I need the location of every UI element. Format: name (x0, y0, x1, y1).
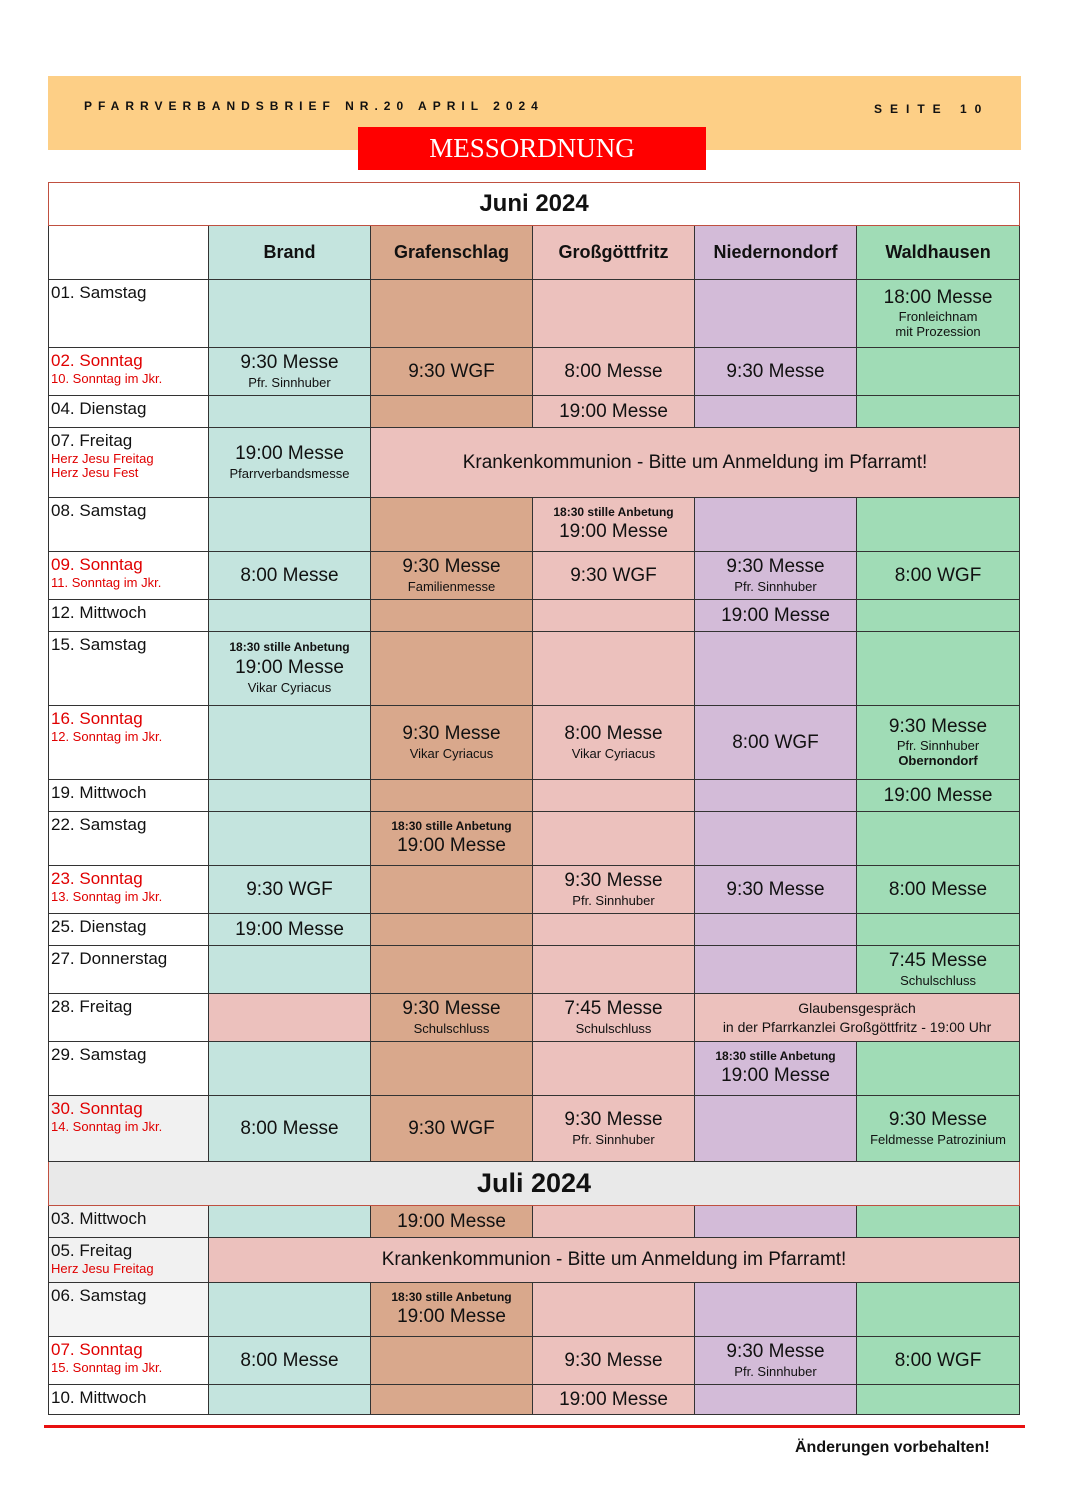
cell-niedernondorf (695, 780, 857, 812)
service-note: mit Prozession (895, 324, 981, 340)
cell-brand (209, 706, 371, 780)
date-cell (49, 632, 209, 706)
cell-brand (209, 396, 371, 428)
service-note: Fronleichnam (898, 309, 978, 325)
cell-grossgoettfritz (533, 280, 695, 348)
service-note: Vikar Cyriacus (571, 745, 656, 761)
service-note: Pfarrverbandsmesse (229, 465, 350, 481)
adoration-note: 18:30 stille Anbetung (229, 640, 350, 655)
cell-krankenkommunion (371, 428, 1020, 498)
date-label: 04. Dienstag (51, 399, 147, 418)
cell-grafenschlag (371, 1337, 533, 1385)
cell-grafenschlag (371, 1385, 533, 1415)
cell-grossgoettfritz (533, 498, 695, 552)
cell-niedernondorf (695, 1385, 857, 1415)
schedule-row (49, 552, 1020, 600)
schedule-row (49, 1096, 1020, 1162)
cell-waldhausen (857, 600, 1020, 632)
cell-waldhausen (857, 780, 1020, 812)
cell-grafenschlag (371, 396, 533, 428)
liturgical-day: 12. Sonntag im Jkr. (51, 728, 163, 744)
cell-grafenschlag (371, 706, 533, 780)
cell-grafenschlag (371, 1096, 533, 1162)
service-time: 19:00 Messe (559, 1388, 668, 1410)
service-time: 19:00 Messe (397, 835, 506, 857)
service-time: 8:00 Messe (240, 1117, 339, 1139)
service-time: 9:30 Messe (564, 870, 663, 892)
cell-niedernondorf (695, 706, 857, 780)
cell-grossgoettfritz (533, 994, 695, 1042)
cell-grafenschlag (371, 552, 533, 600)
cell-grossgoettfritz (533, 780, 695, 812)
service-time: 9:30 WGF (570, 564, 657, 586)
cell-grafenschlag (371, 348, 533, 396)
cell-waldhausen (857, 280, 1020, 348)
cell-grossgoettfritz (533, 1206, 695, 1238)
schedule-row (49, 780, 1020, 812)
cell-grossgoettfritz (533, 552, 695, 600)
cell-grossgoettfritz (533, 396, 695, 428)
cell-grafenschlag (371, 280, 533, 348)
service-time: 9:30 Messe (726, 360, 825, 382)
schedule-row (49, 706, 1020, 780)
service-time: 19:00 Messe (559, 521, 668, 543)
cell-brand (209, 994, 371, 1042)
service-note: Vikar Cyriacus (409, 745, 494, 761)
cell-grafenschlag (371, 600, 533, 632)
date-label: 07. Freitag (51, 431, 133, 450)
cell-niedernondorf (695, 914, 857, 946)
cell-niedernondorf (695, 396, 857, 428)
adoration-note: 18:30 stille Anbetung (391, 1289, 512, 1304)
cell-grafenschlag (371, 498, 533, 552)
service-time: 19:00 Messe (397, 1210, 506, 1232)
service-note: Schulschluss (413, 1020, 490, 1036)
month-row-july (49, 1162, 1020, 1206)
cell-waldhausen (857, 1283, 1020, 1337)
service-time: 9:30 WGF (408, 1117, 495, 1139)
liturgical-day: 15. Sonntag im Jkr. (51, 1359, 163, 1375)
date-cell (49, 498, 209, 552)
cell-grossgoettfritz (533, 348, 695, 396)
cell-niedernondorf (695, 552, 857, 600)
column-header-brand: Brand (209, 226, 371, 280)
liturgical-day: 13. Sonntag im Jkr. (51, 888, 163, 904)
cell-brand (209, 1337, 371, 1385)
cell-niedernondorf (695, 348, 857, 396)
date-cell (49, 1385, 209, 1415)
page-number: SEITE 10 (874, 102, 990, 116)
schedule-row (49, 396, 1020, 428)
date-cell (49, 1096, 209, 1162)
cell-niedernondorf (695, 498, 857, 552)
service-time: 9:30 WGF (408, 360, 495, 382)
cell-grafenschlag (371, 994, 533, 1042)
date-label: 23. Sonntag (51, 869, 143, 888)
service-time: 8:00 Messe (564, 723, 663, 745)
location-note: Obernondorf (898, 753, 978, 769)
date-label: 10. Mittwoch (51, 1388, 147, 1407)
cell-grossgoettfritz (533, 1283, 695, 1337)
cell-niedernondorf (695, 866, 857, 914)
cell-niedernondorf (695, 1283, 857, 1337)
cell-niedernondorf (695, 812, 857, 866)
cell-grafenschlag (371, 946, 533, 994)
date-cell (49, 866, 209, 914)
adoration-note: 18:30 stille Anbetung (553, 504, 674, 519)
cell-niedernondorf (695, 1206, 857, 1238)
date-cell (49, 280, 209, 348)
service-note: Pfr. Sinnhuber (248, 374, 331, 390)
newsletter-title: PFARRVERBANDSBRIEF NR.20 APRIL 2024 (84, 99, 544, 113)
cell-waldhausen (857, 1337, 1020, 1385)
cell-waldhausen (857, 1042, 1020, 1096)
krankenkommunion-note: Krankenkommunion - Bitte um Anmeldung im Pfarramt! (381, 1249, 847, 1271)
schedule-row (49, 280, 1020, 348)
cell-grossgoettfritz (533, 600, 695, 632)
date-label: 01. Samstag (51, 283, 147, 302)
date-cell (49, 428, 209, 498)
service-time: 9:30 Messe (240, 352, 339, 374)
cell-brand (209, 866, 371, 914)
liturgical-day: Herz Jesu Freitag (51, 450, 154, 466)
date-label: 08. Samstag (51, 501, 147, 520)
service-time: 18:00 Messe (883, 286, 993, 308)
schedule-row (49, 632, 1020, 706)
service-time: 19:00 Messe (721, 1065, 830, 1087)
event-note: in der Pfarrkanzlei Großgöttfritz - 19:00 Uhr (722, 1018, 992, 1035)
cell-grossgoettfritz (533, 1337, 695, 1385)
date-label: 19. Mittwoch (51, 783, 147, 802)
schedule-row (49, 994, 1020, 1042)
cell-niedernondorf (695, 1042, 857, 1096)
date-cell (49, 706, 209, 780)
column-header-grafenschlag: Grafenschlag (371, 226, 533, 280)
cell-brand (209, 1042, 371, 1096)
date-label: 29. Samstag (51, 1045, 147, 1064)
column-header-niedernondorf: Niedernondorf (695, 226, 857, 280)
cell-brand (209, 280, 371, 348)
cell-grossgoettfritz (533, 914, 695, 946)
service-time: 19:00 Messe (235, 657, 344, 678)
cell-krankenkommunion (209, 1238, 1020, 1283)
liturgical-day: 10. Sonntag im Jkr. (51, 370, 163, 386)
service-time: 9:30 Messe (888, 1109, 988, 1131)
service-time: 8:00 Messe (564, 360, 663, 382)
cell-waldhausen (857, 812, 1020, 866)
schedule-row (49, 1385, 1020, 1415)
service-time: 8:00 Messe (240, 564, 339, 586)
date-label: 15. Samstag (51, 635, 147, 654)
footer-divider (44, 1425, 1025, 1428)
date-cell (49, 914, 209, 946)
schedule-row (49, 1337, 1020, 1385)
schedule-row (49, 914, 1020, 946)
cell-waldhausen (857, 866, 1020, 914)
cell-grafenschlag (371, 1042, 533, 1096)
cell-grafenschlag (371, 914, 533, 946)
schedule-row (49, 428, 1020, 498)
service-time: 9:30 Messe (726, 1341, 825, 1363)
service-time: 19:00 Messe (559, 400, 668, 422)
cell-grossgoettfritz (533, 812, 695, 866)
service-note: Pfr. Sinnhuber (572, 1131, 655, 1147)
date-cell (49, 994, 209, 1042)
schedule-row (49, 1238, 1020, 1283)
schedule-row (49, 1042, 1020, 1096)
cell-grossgoettfritz (533, 1096, 695, 1162)
corner-cell (49, 226, 209, 280)
service-time: 19:00 Messe (883, 784, 993, 806)
column-header-waldhausen: Waldhausen (857, 226, 1020, 280)
date-label: 07. Sonntag (51, 1340, 143, 1359)
service-time: 9:30 Messe (402, 556, 501, 578)
cell-grossgoettfritz (533, 1385, 695, 1415)
date-label: 05. Freitag (51, 1241, 133, 1260)
service-time: 9:30 WGF (246, 878, 333, 900)
date-label: 25. Dienstag (51, 917, 147, 936)
service-time: 9:30 Messe (402, 723, 501, 745)
service-time: 8:00 Messe (888, 878, 988, 900)
date-label: 27. Donnerstag (51, 949, 168, 968)
month-heading: Juli 2024 (49, 1162, 1020, 1206)
service-note: Vikar Cyriacus (247, 679, 332, 695)
month-row-june (49, 183, 1020, 226)
liturgical-day: Herz Jesu Fest (51, 465, 139, 481)
date-cell (49, 1042, 209, 1096)
cell-brand (209, 498, 371, 552)
cell-brand (209, 552, 371, 600)
service-time: 8:00 Messe (240, 1349, 339, 1371)
service-time: 19:00 Messe (235, 918, 344, 940)
mass-schedule-table (48, 182, 1020, 1415)
cell-grafenschlag (371, 1206, 533, 1238)
cell-waldhausen (857, 1096, 1020, 1162)
month-heading: Juni 2024 (49, 183, 1020, 226)
cell-grossgoettfritz (533, 866, 695, 914)
date-cell (49, 552, 209, 600)
date-label: 03. Mittwoch (51, 1209, 147, 1228)
service-time: 9:30 Messe (564, 1109, 663, 1131)
cell-brand (209, 780, 371, 812)
date-cell (49, 812, 209, 866)
adoration-note: 18:30 stille Anbetung (715, 1048, 836, 1063)
cell-grafenschlag (371, 866, 533, 914)
cell-brand (209, 632, 371, 706)
service-note: Pfr. Sinnhuber (896, 738, 980, 754)
service-note: Pfr. Sinnhuber (572, 892, 655, 908)
service-note: Familienmesse (407, 578, 496, 594)
date-label: 28. Freitag (51, 997, 133, 1016)
cell-brand (209, 1206, 371, 1238)
service-time: 8:00 WGF (894, 564, 982, 586)
cell-grafenschlag (371, 632, 533, 706)
cell-brand (209, 1096, 371, 1162)
cell-brand (209, 946, 371, 994)
cell-waldhausen (857, 396, 1020, 428)
cell-niedernondorf (695, 600, 857, 632)
schedule-row (49, 348, 1020, 396)
service-note: Schulschluss (900, 972, 976, 988)
schedule-row (49, 812, 1020, 866)
liturgical-day: Herz Jesu Freitag (51, 1260, 154, 1276)
liturgical-day: 14. Sonntag im Jkr. (51, 1118, 163, 1134)
cell-grafenschlag (371, 780, 533, 812)
service-time: 19:00 Messe (397, 1306, 506, 1328)
adoration-note: 18:30 stille Anbetung (391, 818, 512, 833)
column-header-grossgoettfritz: Großgöttfritz (533, 226, 695, 280)
date-label: 30. Sonntag (51, 1099, 143, 1118)
cell-waldhausen (857, 1206, 1020, 1238)
cell-niedernondorf (695, 946, 857, 994)
krankenkommunion-note: Krankenkommunion - Bitte um Anmeldung im Pfarramt! (462, 451, 928, 473)
date-label: 16. Sonntag (51, 709, 143, 728)
schedule-row (49, 1206, 1020, 1238)
cell-waldhausen (857, 552, 1020, 600)
date-cell (49, 600, 209, 632)
cell-waldhausen (857, 706, 1020, 780)
date-cell (49, 348, 209, 396)
service-time: 19:00 Messe (235, 443, 344, 465)
service-time: 9:30 Messe (726, 878, 825, 900)
cell-grossgoettfritz (533, 706, 695, 780)
cell-grafenschlag (371, 812, 533, 866)
date-label: 09. Sonntag (51, 555, 143, 574)
cell-waldhausen (857, 498, 1020, 552)
cell-glaubensgespraech (695, 994, 1020, 1042)
date-label: 12. Mittwoch (51, 603, 147, 622)
service-time: 8:00 WGF (894, 1349, 982, 1371)
cell-brand (209, 1283, 371, 1337)
cell-grossgoettfritz (533, 946, 695, 994)
service-time: 7:45 Messe (564, 998, 663, 1020)
cell-brand (209, 348, 371, 396)
schedule-row (49, 1283, 1020, 1337)
date-label: 02. Sonntag (51, 351, 143, 370)
service-time: 7:45 Messe (888, 950, 988, 972)
service-note: Pfr. Sinnhuber (734, 1363, 817, 1379)
cell-waldhausen (857, 914, 1020, 946)
cell-niedernondorf (695, 1096, 857, 1162)
service-time: 9:30 Messe (402, 998, 501, 1020)
date-cell (49, 396, 209, 428)
service-time: 9:30 Messe (888, 715, 988, 737)
date-cell (49, 780, 209, 812)
cell-grossgoettfritz (533, 1042, 695, 1096)
schedule-row (49, 498, 1020, 552)
service-note: Feldmesse Patrozinium (870, 1131, 1006, 1147)
date-label: 06. Samstag (51, 1286, 147, 1305)
column-header-row (49, 226, 1020, 280)
service-time: 9:30 Messe (564, 1349, 663, 1371)
service-time: 9:30 Messe (726, 556, 825, 578)
date-label: 22. Samstag (51, 815, 147, 834)
cell-waldhausen (857, 946, 1020, 994)
date-cell (49, 1283, 209, 1337)
date-cell (49, 946, 209, 994)
cell-niedernondorf (695, 632, 857, 706)
cell-waldhausen (857, 348, 1020, 396)
service-time: 8:00 WGF (732, 731, 819, 753)
schedule-row (49, 946, 1020, 994)
footer-note: Änderungen vorbehalten! (795, 1439, 990, 1456)
schedule-row (49, 866, 1020, 914)
date-cell (49, 1337, 209, 1385)
section-title: MESSORDNUNG (358, 127, 706, 170)
service-note: Pfr. Sinnhuber (734, 578, 817, 594)
schedule-row (49, 600, 1020, 632)
date-cell (49, 1206, 209, 1238)
cell-grossgoettfritz (533, 632, 695, 706)
cell-waldhausen (857, 632, 1020, 706)
service-note: Schulschluss (575, 1020, 652, 1036)
cell-brand (209, 600, 371, 632)
cell-niedernondorf (695, 280, 857, 348)
cell-brand (209, 1385, 371, 1415)
liturgical-day: 11. Sonntag im Jkr. (51, 574, 162, 590)
cell-brand (209, 428, 371, 498)
date-cell (49, 1238, 209, 1283)
cell-niedernondorf (695, 1337, 857, 1385)
event-note: Glaubensgespräch (798, 999, 916, 1016)
cell-waldhausen (857, 1385, 1020, 1415)
cell-brand (209, 914, 371, 946)
cell-brand (209, 812, 371, 866)
cell-grafenschlag (371, 1283, 533, 1337)
service-time: 19:00 Messe (721, 604, 830, 626)
